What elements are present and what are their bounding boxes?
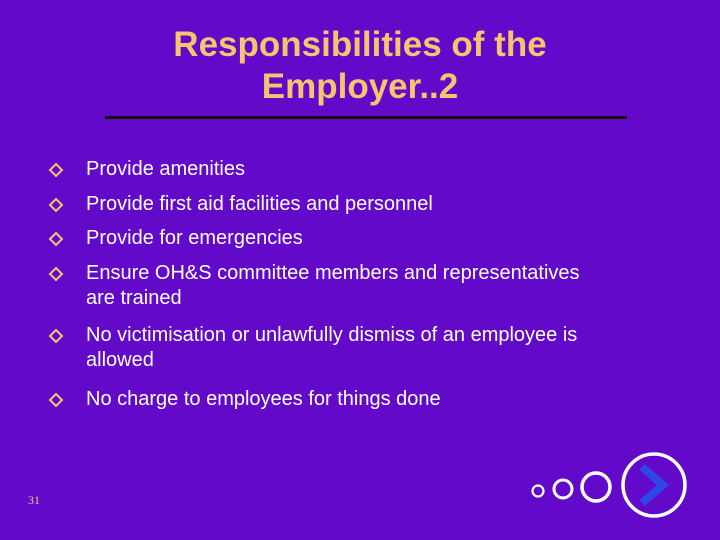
slide-title-line-2: Employer..2	[261, 67, 459, 106]
bullet-text: No victimisation or unlawfully dismiss of an employee is allowed	[86, 324, 578, 371]
diamond-bullet-icon	[48, 197, 64, 213]
medium-circle-icon	[554, 480, 572, 498]
bullet-text: No charge to employees for things done	[86, 388, 441, 410]
next-slide-button[interactable]	[528, 452, 692, 522]
diamond-bullet-icon	[48, 266, 64, 282]
bullet-text: Provide first aid facilities and personnel	[86, 193, 433, 215]
title-underline	[105, 116, 627, 119]
slide-title-line-1: Responsibilities of the	[173, 25, 547, 64]
bullet-text: Provide for emergencies	[86, 227, 303, 249]
bullet-text: Provide amenities	[86, 158, 245, 180]
next-arrow-icon[interactable]	[642, 467, 663, 503]
slide-number: 31	[28, 493, 40, 507]
slide-title	[100, 24, 620, 108]
diamond-bullet-icon	[48, 231, 64, 247]
large-circle-icon	[582, 473, 610, 501]
diamond-bullet-icon	[48, 392, 64, 408]
small-circle-icon	[533, 486, 544, 497]
diamond-bullet-icon	[48, 162, 64, 178]
diamond-bullet-icon	[48, 328, 64, 344]
next-circle-icon	[623, 454, 685, 516]
bullet-text: Ensure OH&S committee members and representatives are trained	[86, 262, 580, 309]
